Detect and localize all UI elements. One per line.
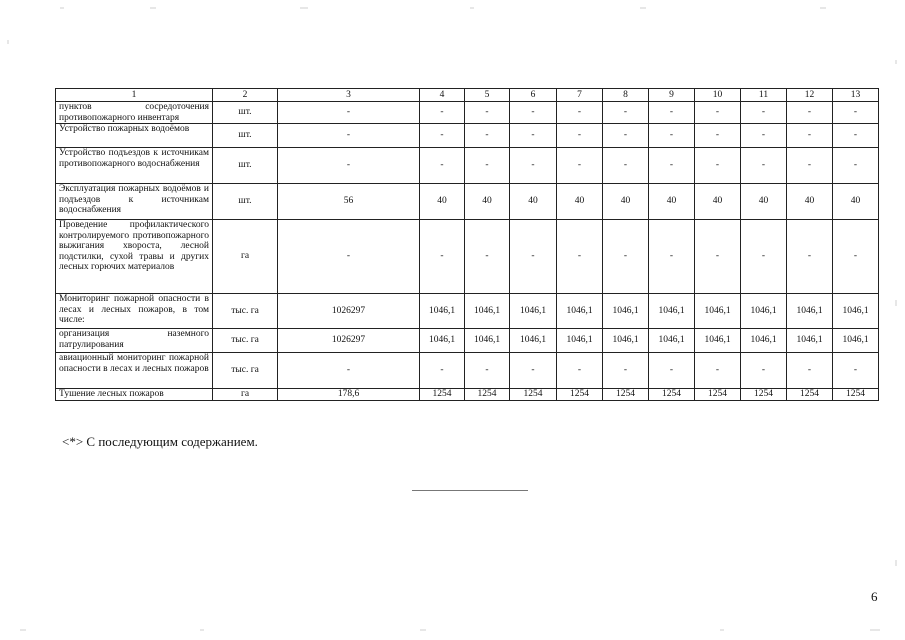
row-name-cell: Мониторинг пожарной опасности в лесах и лесных пожаров, в том числе: (56, 294, 213, 329)
value-cell: 40 (603, 184, 649, 220)
value-cell: 1046,1 (787, 294, 833, 329)
column-header: 8 (603, 89, 649, 102)
column-header: 3 (278, 89, 420, 102)
row-unit-cell: тыс. га (213, 329, 278, 353)
table-row (56, 184, 879, 220)
value-cell: - (603, 102, 649, 124)
value-cell: - (510, 220, 557, 294)
value-cell: - (695, 148, 741, 184)
column-header: 1 (56, 89, 213, 102)
column-header: 10 (695, 89, 741, 102)
row-name-cell: Устройство пожарных водоёмов (56, 124, 213, 148)
value-cell: 40 (833, 184, 879, 220)
value-cell: 1046,1 (510, 329, 557, 353)
value-cell: 40 (465, 184, 510, 220)
row-unit-cell: шт. (213, 184, 278, 220)
value-cell: - (557, 102, 603, 124)
value-cell: - (833, 220, 879, 294)
value-cell: - (557, 353, 603, 389)
column-header: 4 (420, 89, 465, 102)
value-cell: 1046,1 (603, 294, 649, 329)
table-row (56, 329, 879, 353)
value-cell: - (787, 353, 833, 389)
value-cell: - (557, 148, 603, 184)
value-cell: - (465, 124, 510, 148)
value-cell: - (420, 353, 465, 389)
value-cell: - (510, 148, 557, 184)
value-cell: - (278, 220, 420, 294)
value-cell: 40 (695, 184, 741, 220)
column-header: 9 (649, 89, 695, 102)
value-cell: 1254 (787, 389, 833, 401)
row-name-cell: Устройство подъездов к источникам противопожарного водоснабжения (56, 148, 213, 184)
value-cell: - (787, 124, 833, 148)
table-row (56, 353, 879, 389)
value-cell: - (833, 102, 879, 124)
value-cell: - (695, 124, 741, 148)
column-header: 13 (833, 89, 879, 102)
value-cell: - (833, 124, 879, 148)
value-cell: 1046,1 (465, 294, 510, 329)
value-cell: - (278, 102, 420, 124)
value-cell: 1046,1 (420, 329, 465, 353)
value-cell: - (649, 102, 695, 124)
value-cell: 1046,1 (649, 329, 695, 353)
value-cell: 1254 (465, 389, 510, 401)
value-cell: 1046,1 (695, 329, 741, 353)
value-cell: 40 (787, 184, 833, 220)
value-cell: - (465, 102, 510, 124)
value-cell: - (420, 148, 465, 184)
value-cell: 1254 (557, 389, 603, 401)
value-cell: - (695, 102, 741, 124)
value-cell: 56 (278, 184, 420, 220)
table-row (56, 389, 879, 401)
value-cell: - (557, 124, 603, 148)
value-cell: - (787, 220, 833, 294)
data-table (55, 88, 879, 401)
value-cell: - (465, 353, 510, 389)
value-cell: 1046,1 (510, 294, 557, 329)
row-unit-cell: тыс. га (213, 353, 278, 389)
value-cell: 1046,1 (741, 329, 787, 353)
value-cell: - (278, 148, 420, 184)
value-cell: 1254 (695, 389, 741, 401)
row-unit-cell: шт. (213, 148, 278, 184)
value-cell: - (833, 148, 879, 184)
value-cell: 1254 (833, 389, 879, 401)
value-cell: 40 (741, 184, 787, 220)
table-header-row (56, 89, 879, 102)
value-cell: 1046,1 (787, 329, 833, 353)
row-name-cell: Тушение лесных пожаров (56, 389, 213, 401)
row-unit-cell: га (213, 220, 278, 294)
value-cell: 1046,1 (833, 294, 879, 329)
value-cell: - (649, 148, 695, 184)
value-cell: 1254 (649, 389, 695, 401)
column-header: 7 (557, 89, 603, 102)
value-cell: - (603, 353, 649, 389)
column-header: 11 (741, 89, 787, 102)
value-cell: - (741, 148, 787, 184)
value-cell: 1254 (510, 389, 557, 401)
value-cell: 1046,1 (557, 329, 603, 353)
value-cell: 1046,1 (695, 294, 741, 329)
value-cell: - (420, 124, 465, 148)
value-cell: - (465, 220, 510, 294)
value-cell: 1254 (741, 389, 787, 401)
row-name-cell: организация наземного патрулирования (56, 329, 213, 353)
value-cell: 40 (649, 184, 695, 220)
row-name-cell: пунктов сосредоточения противопожарного инвентаря (56, 102, 213, 124)
column-header: 6 (510, 89, 557, 102)
value-cell: 1026297 (278, 329, 420, 353)
table-row (56, 124, 879, 148)
value-cell: 1046,1 (465, 329, 510, 353)
value-cell: 178,6 (278, 389, 420, 401)
value-cell: - (741, 353, 787, 389)
separator-line (412, 490, 528, 491)
value-cell: - (741, 102, 787, 124)
value-cell: - (695, 353, 741, 389)
value-cell: 1046,1 (603, 329, 649, 353)
value-cell: - (510, 102, 557, 124)
value-cell: 1026297 (278, 294, 420, 329)
value-cell: - (557, 220, 603, 294)
value-cell: - (741, 124, 787, 148)
value-cell: 1046,1 (833, 329, 879, 353)
row-name-cell: Проведение профилактического контролируемого противопожарного выжигания хвороста, лесной подстилки, сухой травы и других лесных горючих материалов (56, 220, 213, 294)
row-unit-cell: тыс. га (213, 294, 278, 329)
value-cell: - (278, 353, 420, 389)
value-cell: - (465, 148, 510, 184)
value-cell: - (603, 124, 649, 148)
value-cell: 1254 (603, 389, 649, 401)
column-header: 12 (787, 89, 833, 102)
value-cell: - (695, 220, 741, 294)
value-cell: 1254 (420, 389, 465, 401)
value-cell: - (649, 124, 695, 148)
value-cell: - (420, 220, 465, 294)
row-unit-cell: шт. (213, 124, 278, 148)
value-cell: 40 (420, 184, 465, 220)
row-unit-cell: шт. (213, 102, 278, 124)
value-cell: - (420, 102, 465, 124)
row-unit-cell: га (213, 389, 278, 401)
value-cell: 1046,1 (741, 294, 787, 329)
value-cell: - (741, 220, 787, 294)
value-cell: 1046,1 (420, 294, 465, 329)
row-name-cell: авиационный мониторинг пожарной опасности в лесах и лесных пожаров (56, 353, 213, 389)
row-name-cell: Эксплуатация пожарных водоёмов и подъездов к источникам водоснабжения (56, 184, 213, 220)
table-body (56, 102, 879, 401)
value-cell: - (510, 353, 557, 389)
table-row (56, 220, 879, 294)
value-cell: - (278, 124, 420, 148)
column-header: 2 (213, 89, 278, 102)
value-cell: - (510, 124, 557, 148)
value-cell: - (833, 353, 879, 389)
value-cell: 40 (557, 184, 603, 220)
page-number: 6 (871, 589, 878, 604)
value-cell: 40 (510, 184, 557, 220)
value-cell: - (603, 148, 649, 184)
table-row (56, 102, 879, 124)
table-row (56, 148, 879, 184)
value-cell: - (787, 148, 833, 184)
footnote: <*> С последующим содержанием. (62, 434, 258, 449)
table-row (56, 294, 879, 329)
value-cell: - (603, 220, 649, 294)
value-cell: - (649, 353, 695, 389)
value-cell: 1046,1 (557, 294, 603, 329)
value-cell: - (787, 102, 833, 124)
value-cell: - (649, 220, 695, 294)
value-cell: 1046,1 (649, 294, 695, 329)
column-header: 5 (465, 89, 510, 102)
